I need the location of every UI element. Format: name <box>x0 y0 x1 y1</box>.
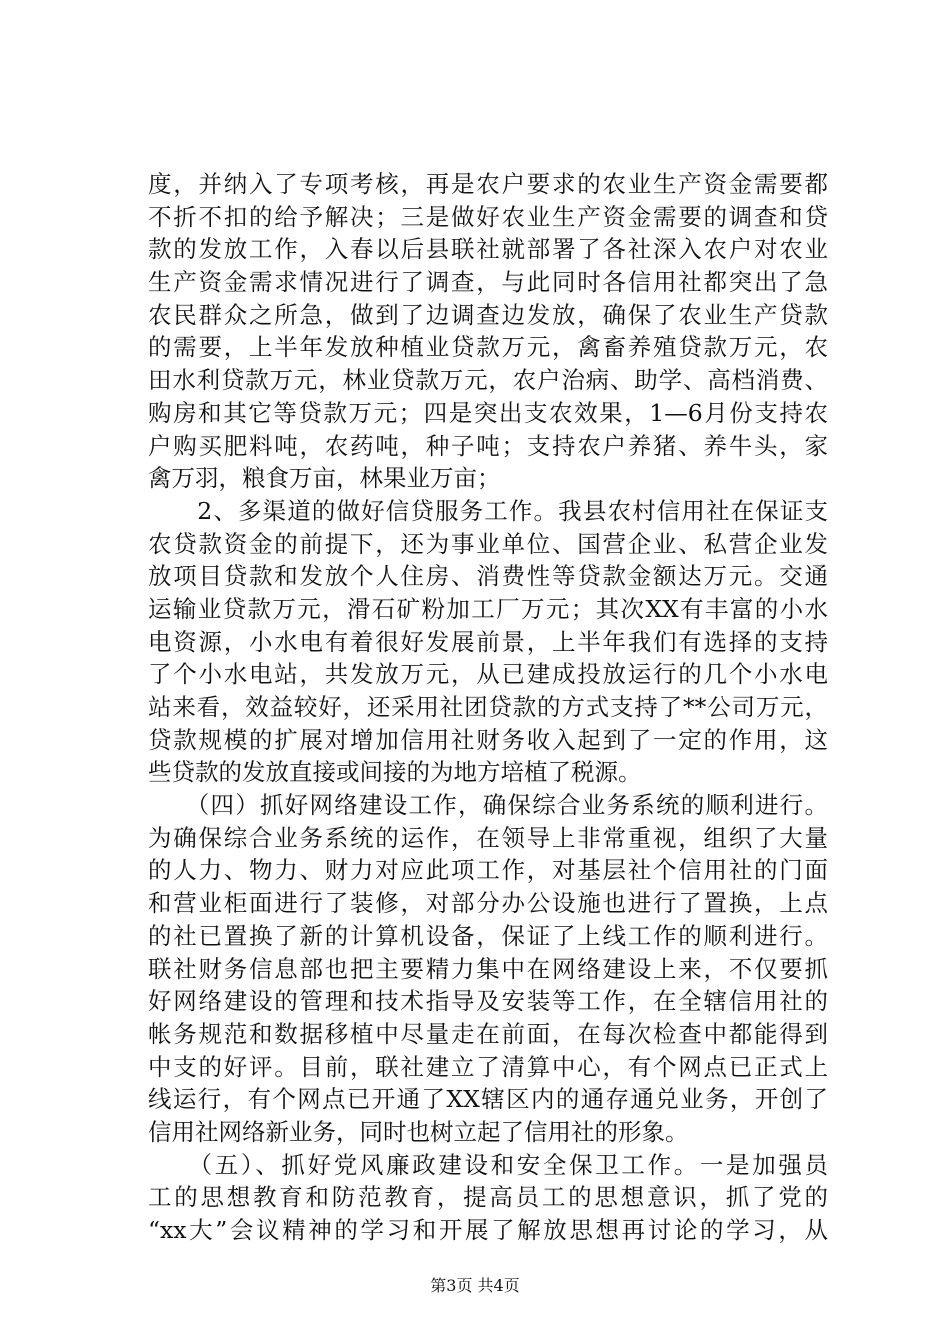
text-line: 工的思想教育和防范教育，提高员工的思想意识，抓了党的 <box>148 1183 828 1212</box>
text-line: 帐务规范和数据移植中尽量走在前面，在每次检查中都能得到 <box>148 1019 828 1048</box>
text-line: 放项目贷款和发放个人住房、消费性等贷款金额达万元。交通 <box>148 562 828 591</box>
text-line: 农贷款资金的前提下，还为事业单位、国营企业、私营企业发 <box>148 529 828 558</box>
text-line: 田水利贷款万元，林业贷款万元，农户治病、助学、高档消费、 <box>148 366 828 395</box>
text-line: 的需要，上半年发放种植业贷款万元，禽畜养殖贷款万元，农 <box>148 333 828 362</box>
text-line: 中支的好评。目前，联社建立了清算中心，有个网点已正式上 <box>148 1052 828 1081</box>
text-line: 和营业柜面进行了装修，对部分办公设施也进行了置换，上点 <box>148 889 828 918</box>
text-line: 2、多渠道的做好信贷服务工作。我县农村信用社在保证支 <box>148 496 828 525</box>
text-line: 户购买肥料吨，农药吨，种子吨；支持农户养猪、养牛头，家 <box>148 431 828 460</box>
text-line: 联社财务信息部也把主要精力集中在网络建设上来，不仅要抓 <box>148 954 828 983</box>
text-line: 运输业贷款万元，滑石矿粉加工厂万元；其次XX有丰富的小水 <box>148 594 828 623</box>
text-line: 电资源，小水电有着很好发展前景，上半年我们有选择的支持 <box>148 627 828 656</box>
text-line: 信用社网络新业务，同时也树立起了信用社的形象。 <box>148 1117 689 1146</box>
text-line: 不折不扣的给予解决；三是做好农业生产资金需要的调查和贷 <box>148 202 828 231</box>
text-line: （五）、抓好党风廉政建设和安全保卫工作。一是加强员 <box>148 1150 828 1179</box>
text-line: 为确保综合业务系统的运作，在领导上非常重视，组织了大量 <box>148 823 828 852</box>
document-body <box>148 168 828 1247</box>
text-line: 些贷款的发放直接或间接的为地方培植了税源。 <box>148 758 642 787</box>
text-line: 线运行，有个网点已开通了XX辖区内的通存通兑业务，开创了 <box>148 1085 828 1114</box>
text-line: 了个小水电站，共发放万元，从已建成投放运行的几个小水电 <box>148 660 828 689</box>
text-line: “xx大”会议精神的学习和开展了解放思想再讨论的学习，从 <box>148 1216 828 1244</box>
text-line: 禽万羽，粮食万亩，林果业万亩； <box>148 464 501 493</box>
text-line: （四）抓好网络建设工作，确保综合业务系统的顺利进行。 <box>148 791 828 820</box>
page-footer: 第3页 共4页 <box>430 1276 520 1295</box>
text-line: 款的发放工作，入春以后县联社就部署了各社深入农户对农业 <box>148 235 828 264</box>
text-line: 的人力、物力、财力对应此项工作，对基层社个信用社的门面 <box>148 856 828 885</box>
text-line: 的社已置换了新的计算机设备，保证了上线工作的顺利进行。 <box>148 921 828 950</box>
text-line: 购房和其它等贷款万元；四是突出支农效果，1—6月份支持农 <box>148 398 828 427</box>
text-line: 好网络建设的管理和技术指导及安装等工作，在全辖信用社的 <box>148 987 828 1016</box>
text-line: 贷款规模的扩展对增加信用社财务收入起到了一定的作用，这 <box>148 725 828 754</box>
text-line: 站来看，效益较好，还采用社团贷款的方式支持了**公司万元， <box>148 693 828 721</box>
text-line: 生产资金需求情况进行了调查，与此同时各信用社都突出了急 <box>148 268 828 297</box>
text-line: 度，并纳入了专项考核，再是农户要求的农业生产资金需要都 <box>148 170 828 198</box>
text-line: 农民群众之所急，做到了边调查边发放，确保了农业生产贷款 <box>148 300 828 329</box>
